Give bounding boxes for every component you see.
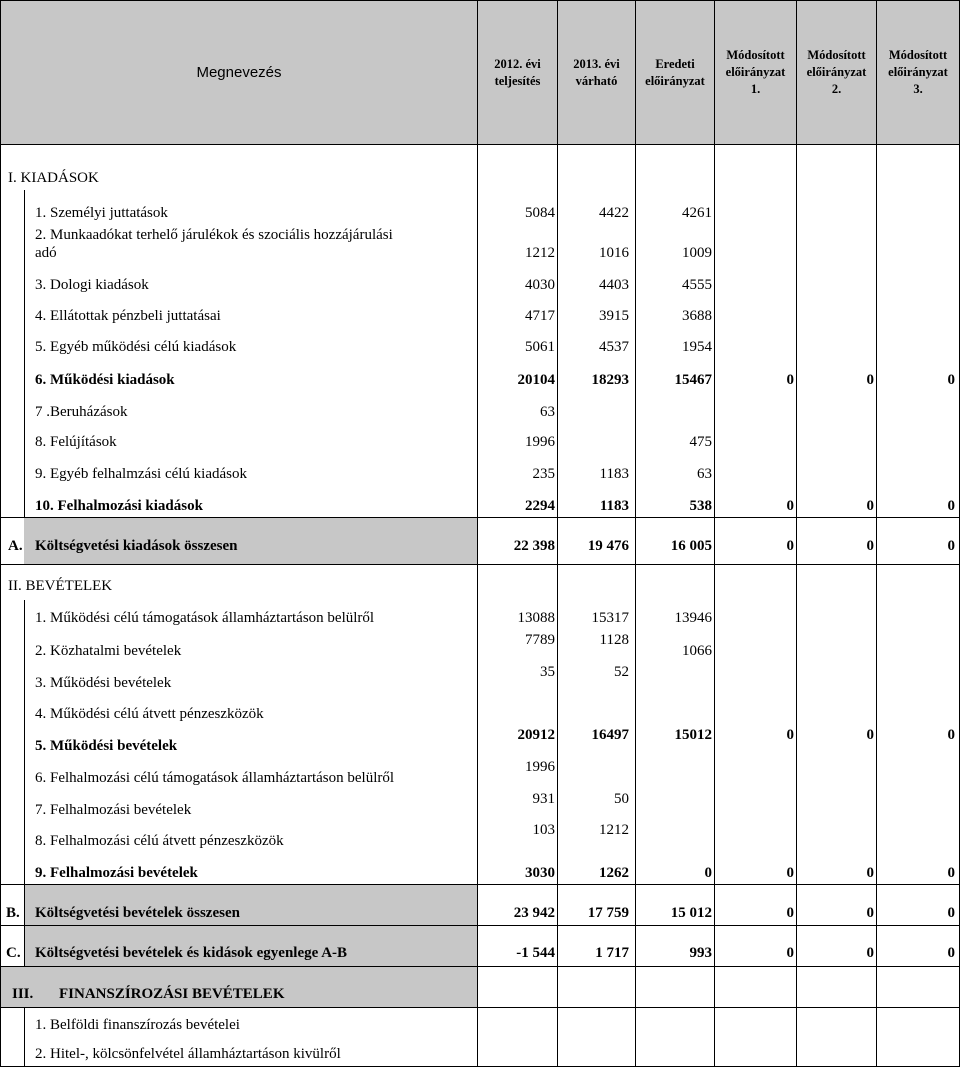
cell-value: 0 (866, 372, 874, 388)
cell-value: 13088 (517, 610, 555, 626)
cell-value: 2294 (525, 498, 555, 514)
cell-value: 5084 (525, 205, 555, 221)
header-2012 (477, 0, 558, 145)
grid-line (635, 145, 636, 1067)
cell-value: 15317 (591, 610, 629, 626)
cell-value: 4555 (682, 277, 712, 293)
header-2013-label: 2013. évi várható (573, 56, 620, 88)
cell-value: 0 (866, 498, 874, 514)
row-label: 9. Egyéb felhalmzási célú kiadások (35, 466, 248, 482)
subtotal-label: 6. Működési kiadások (35, 372, 175, 388)
header-mod2 (796, 0, 877, 145)
cell-value: 0 (866, 945, 874, 961)
fin-roman: III. (12, 986, 34, 1002)
cell-value: 0 (704, 865, 712, 881)
cell-value: 0 (947, 538, 955, 554)
cell-value: 1183 (599, 498, 629, 514)
header-eredeti-label: Eredeti előirányzat (645, 56, 705, 88)
cell-value: 0 (947, 945, 955, 961)
total-b-label: Költségvetési bevételek összesen (35, 905, 240, 921)
cell-value: 16 005 (670, 538, 712, 554)
cell-value: 0 (786, 727, 794, 743)
cell-value: 0 (866, 905, 874, 921)
cell-value: 17 759 (587, 905, 629, 921)
grid-line (796, 145, 797, 1067)
cell-value: 0 (866, 538, 874, 554)
cell-value: 3915 (599, 308, 629, 324)
total-c-label: Költségvetési bevételek és kidások egyenlege A-B (35, 945, 348, 961)
header-2013 (557, 0, 636, 145)
cell-value: 4261 (682, 205, 712, 221)
total-a-letter: A. (8, 538, 23, 554)
cell-value: 5061 (525, 339, 555, 355)
fin-title: FINANSZÍROZÁSI BEVÉTELEK (59, 986, 285, 1002)
header-mod2-label: Módosított előirányzat 2. (806, 48, 867, 96)
row-label: 2. Hitel-, kölcsönfelvétel államháztartáson kivülről (35, 1046, 341, 1062)
cell-value: 0 (786, 538, 794, 554)
cell-value: 20912 (517, 727, 555, 743)
row-label: 2. Munkaadókat terhelő járulékok és szociális hozzájárulási (35, 227, 393, 243)
header-mod3 (876, 0, 960, 145)
cell-value: 0 (947, 905, 955, 921)
subtotal-label: 9. Felhalmozási bevételek (35, 865, 198, 881)
cell-value: 0 (786, 498, 794, 514)
cell-value: 19 476 (587, 538, 629, 554)
cell-value: 18293 (591, 372, 629, 388)
cell-value: 3688 (682, 308, 712, 324)
cell-value: 1996 (525, 759, 555, 775)
cell-value: 103 (532, 822, 555, 838)
grid-line (0, 564, 960, 565)
total-b-letter: B. (6, 905, 20, 921)
cell-value: 0 (866, 727, 874, 743)
cell-value: 993 (689, 945, 712, 961)
header-2012-label: 2012. évi teljesítés (494, 56, 541, 88)
row-label: 7 .Beruházások (35, 404, 128, 420)
section-title-bevetelek: II. BEVÉTELEK (8, 578, 113, 594)
header-megnevezes (0, 0, 478, 145)
cell-value: 0 (786, 372, 794, 388)
cell-value: 23 942 (513, 905, 555, 921)
header-mod1 (714, 0, 797, 145)
total-a-label: Költségvetési kiadások összesen (35, 538, 238, 554)
cell-value: 15467 (674, 372, 712, 388)
row-label: 3. Dologi kiadások (35, 277, 149, 293)
row-label: 1. Működési célú támogatások államháztartáson belülről (35, 610, 375, 626)
row-label: 7. Felhalmozási bevételek (35, 802, 192, 818)
grid-line (0, 966, 960, 967)
cell-value: 1 717 (595, 945, 629, 961)
cell-value: 15012 (674, 727, 712, 743)
grid-line (876, 145, 877, 1067)
grid-line (0, 925, 960, 926)
cell-value: 16497 (591, 727, 629, 743)
section-title-kiadasok: I. KIADÁSOK (8, 170, 99, 186)
row-label: 1. Személyi juttatások (35, 205, 168, 221)
grid-line (24, 1007, 25, 1067)
cell-value: 1262 (599, 865, 629, 881)
header-mod1-label: Módosított előirányzat 1. (725, 48, 786, 96)
header-mod3-label: Módosított előirányzat 3. (888, 48, 948, 96)
grid-line (714, 145, 715, 1067)
cell-value: 0 (786, 865, 794, 881)
total-c-letter: C. (6, 945, 21, 961)
cell-value: 4403 (599, 277, 629, 293)
cell-value: 3030 (525, 865, 555, 881)
cell-value: 1996 (525, 434, 555, 450)
cell-value: 63 (697, 466, 712, 482)
subtotal-label: 5. Működési bevételek (35, 738, 178, 754)
cell-value: 0 (866, 865, 874, 881)
grid-line (0, 517, 960, 518)
row-label: 6. Felhalmozási célú támogatások államháztartáson belülről (35, 770, 395, 786)
cell-value: 0 (786, 905, 794, 921)
cell-value: 0 (947, 865, 955, 881)
grid-line (0, 1007, 960, 1008)
cell-value: 0 (947, 498, 955, 514)
cell-value: 0 (786, 945, 794, 961)
cell-value: 4717 (525, 308, 555, 324)
cell-value: 50 (614, 791, 629, 807)
cell-value: 1009 (682, 245, 712, 261)
cell-value: 1954 (682, 339, 712, 355)
header-eredeti (635, 0, 715, 145)
cell-value: 4422 (599, 205, 629, 221)
cell-value: 4537 (599, 339, 629, 355)
cell-value: 63 (540, 404, 555, 420)
cell-value: 4030 (525, 277, 555, 293)
cell-value: 1066 (682, 643, 712, 659)
cell-value: 235 (532, 466, 555, 482)
cell-value: 15 012 (670, 905, 712, 921)
cell-value: 13946 (674, 610, 712, 626)
cell-value: 20104 (517, 372, 555, 388)
cell-value: 7789 (525, 632, 555, 648)
row-label: 3. Működési bevételek (35, 675, 172, 691)
cell-value: 22 398 (513, 538, 555, 554)
grid-line (477, 145, 478, 1067)
grid-line (24, 190, 25, 517)
cell-value: 1016 (599, 245, 629, 261)
cell-value: 0 (947, 727, 955, 743)
grid-line (0, 884, 960, 885)
cell-value: 475 (689, 434, 712, 450)
grid-line (24, 600, 25, 884)
cell-value: 538 (689, 498, 712, 514)
cell-value: -1 544 (516, 945, 555, 961)
row-label: 8. Felhalmozási célú átvett pénzeszközök (35, 833, 284, 849)
cell-value: 1212 (599, 822, 629, 838)
row-label: 4. Ellátottak pénzbeli juttatásai (35, 308, 221, 324)
cell-value: 1128 (599, 632, 629, 648)
cell-value: 1212 (525, 245, 555, 261)
row-label: 5. Egyéb működési célú kiadások (35, 339, 237, 355)
cell-value: 35 (540, 664, 555, 680)
cell-value: 52 (614, 664, 629, 680)
row-label: 8. Felújítások (35, 434, 117, 450)
row-label: 1. Belföldi finanszírozás bevételei (35, 1017, 240, 1033)
grid-line (0, 145, 1, 1067)
cell-value: 931 (532, 791, 555, 807)
header-megnevezes-label: Megnevezés (196, 64, 282, 81)
grid-line (557, 145, 558, 1067)
row-label: 4. Működési célú átvett pénzeszközök (35, 706, 264, 722)
subtotal-label: 10. Felhalmozási kiadások (35, 498, 203, 514)
row-label: 2. Közhatalmi bevételek (35, 643, 182, 659)
row-label-cont: adó (35, 245, 57, 261)
cell-value: 0 (947, 372, 955, 388)
cell-value: 1183 (599, 466, 629, 482)
